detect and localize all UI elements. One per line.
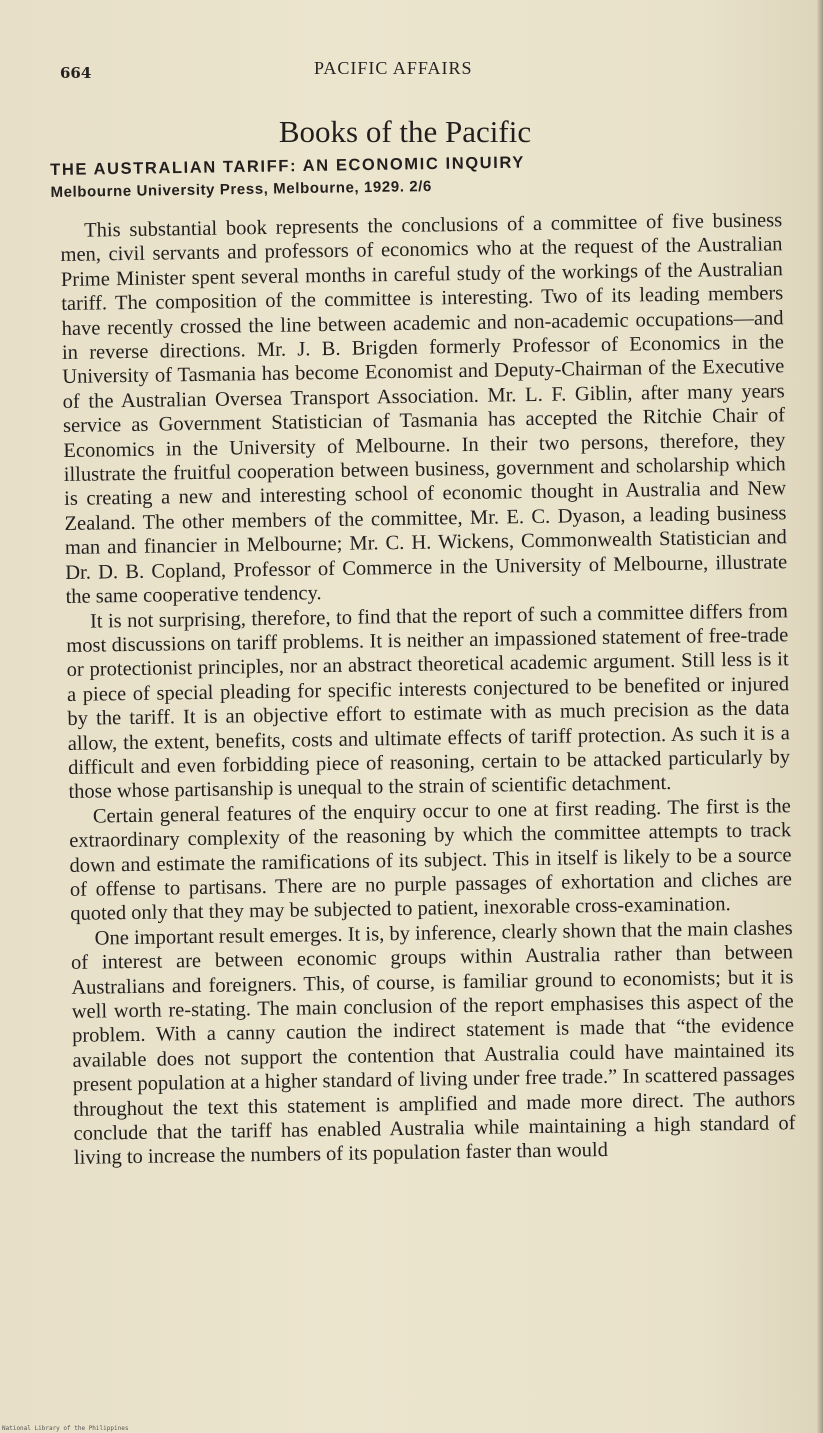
library-stamp: National Library of the Philippines (2, 1425, 129, 1432)
page-number: 664 (60, 64, 92, 82)
paragraph-4: One important result emerges. It is, by inference, clearly shown that the main clashes of interest are between economic groups within Australia rather than between Australians and foreigners. This, of course, is familiar ground to economists; but it is well worth re-stating. The main conclusion of the report emphasises this aspect of the problem. With a canny caution the indirect statement is made that “the evidence available does not support the contention that Australia could have maintained its present population at a higher standard of living under free trade.” In scattered passages throughout the text this statement is amplified and made more direct. The authors conclude that the tariff has enabled Australia while maintaining a high standard of living to increase the numbers of its population faster than would (70, 916, 796, 1170)
page-edge-shadow (817, 0, 823, 1433)
book-heading (50, 147, 771, 204)
book-publisher: Melbourne University Press, Melbourne, 1929. 2/6 (50, 178, 433, 201)
review-body (60, 208, 796, 1170)
running-head (60, 58, 760, 80)
journal-name: PACIFIC AFFAIRS (314, 58, 473, 78)
book-title: THE AUSTRALIAN TARIFF: AN ECONOMIC INQUIRY (50, 153, 526, 179)
paragraph-3: Certain general features of the enquiry occur to one at first reading. The first is the extraordinary complexity of the reasoning by which the committee attempts to track down and estimate the ramifications of its subject. This in itself is likely to be a source of offense to partisans. There are no purple passages of exhortation and cliches are quoted only that they may be subjected to patient, inexorable cross-examination. (69, 794, 793, 926)
section-title: Books of the Pacific (278, 114, 532, 149)
paragraph-2: It is not surprising, therefore, to find that the report of such a committee differs from most discussions on tariff problems. It is neither an impassioned statement of free-trade or protectionist principles, nor an abstract theoretical academic argument. Still less is it a piece of special pleading for specific interests conjectured to be benefited or injured by the tariff. It is an objective effort to estimate with as much precision as the data allow, the extent, benefits, costs and ultimate effects of tariff protection. As such it is a difficult and even forbidding piece of reasoning, certain to be attacked particularly by those whose partisanship is unequal to the strain of scientific detachment. (66, 599, 791, 804)
paragraph-1: This substantial book represents the conclusions of a committee of five business men, civil servants and professors of economics who at the request of the Australian Prime Minister spent several months in careful study of the workings of the Australian tariff. The composition of the committee is interesting. Two of its leading members have recently crossed the line between academic and non-academic occupations—and in reverse directions. Mr. J. B. Brigden formerly Professor of Economics in the University of Tasmania has become Economist and Deputy-Chairman of the Executive of the Australian Oversea Transport Association. Mr. L. F. Giblin, after many years service as Government Statistician of Tasmania has accepted the Ritchie Chair of Economics in the University of Melbourne. In their two persons, therefore, they illustrate the fruitful cooperation between business, government and scholarship which is creating a new and interesting school of economic thought in Australia and New Zealand. The other members of the committee, Mr. E. C. Dyason, a leading business man and financier in Melbourne; Mr. C. H. Wickens, Commonwealth Statistician and Dr. D. B. Copland, Professor of Commerce in the University of Melbourne, illustrate the same cooperative tendency. (60, 209, 788, 609)
